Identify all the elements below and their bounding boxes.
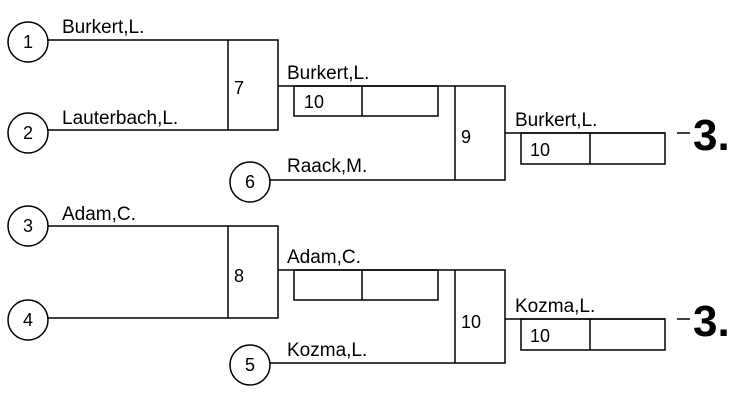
seed-number-4: 4: [22, 310, 34, 330]
match-number-7: 7: [234, 78, 245, 98]
player-name: Kozma,L.: [287, 340, 368, 361]
match-number-9: 9: [461, 127, 472, 147]
score-value: 10: [530, 326, 551, 346]
winner-name: Adam,C.: [287, 247, 361, 268]
place-label: 3.: [693, 297, 730, 346]
score-value: 10: [304, 92, 325, 112]
player-name: Raack,M.: [287, 156, 368, 177]
winner-name: Burkert,L.: [287, 63, 370, 84]
score-value: 10: [530, 140, 551, 160]
player-name: Adam,C.: [62, 204, 136, 225]
winner-name: Kozma,L.: [515, 296, 596, 317]
player-name: Burkert,L.: [62, 17, 145, 38]
match-number-8: 8: [234, 266, 245, 286]
match-number-10: 10: [461, 312, 482, 332]
seed-number-1: 1: [22, 32, 34, 52]
winner-name: Burkert,L.: [515, 110, 598, 131]
score-box: [294, 270, 438, 300]
place-label: 3.: [693, 111, 730, 160]
seed-number-5: 5: [244, 355, 256, 375]
seed-number-2: 2: [22, 123, 34, 143]
player-name: Lauterbach,L.: [62, 108, 179, 129]
seed-number-3: 3: [22, 216, 34, 236]
seed-number-6: 6: [244, 172, 256, 192]
